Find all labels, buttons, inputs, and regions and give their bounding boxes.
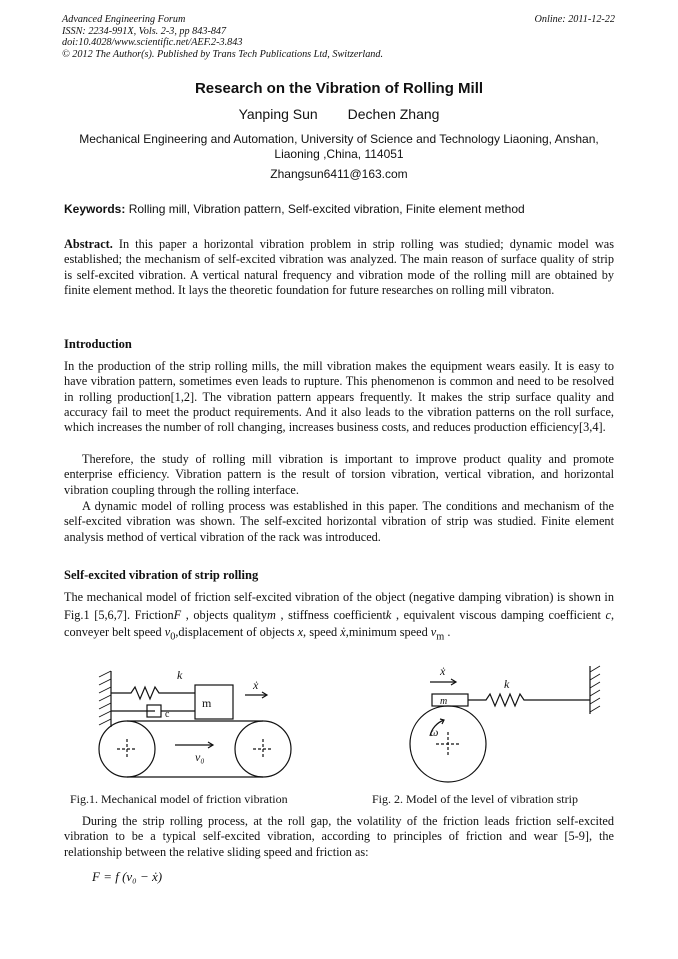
author-name: Yanping Sun bbox=[238, 106, 318, 122]
symbol-F: F bbox=[173, 607, 182, 622]
symbol-c: c bbox=[605, 607, 611, 622]
label-k: k bbox=[177, 668, 183, 682]
keywords-text: Rolling mill, Vibration pattern, Self-excited vibration, Finite element method bbox=[125, 202, 525, 216]
figure-2-strip-model bbox=[400, 662, 610, 790]
section-heading-introduction: Introduction bbox=[64, 337, 132, 351]
author-list bbox=[0, 106, 678, 122]
figure-2-caption: Fig. 2. Model of the level of vibration strip bbox=[372, 792, 578, 806]
symbol-m: m bbox=[267, 607, 276, 622]
online-date: Online: 2011-12-22 bbox=[534, 14, 615, 25]
keywords bbox=[64, 202, 614, 216]
figure-1-friction-model bbox=[95, 665, 305, 787]
author-name: Dechen Zhang bbox=[347, 106, 440, 122]
spring-k bbox=[468, 694, 590, 706]
text-run: ,displacement of objects bbox=[175, 625, 298, 639]
symbol-xdot: ẋ bbox=[340, 625, 346, 639]
subscript-0: 0 bbox=[170, 631, 176, 643]
paper-title: Research on the Vibration of Rolling Mill bbox=[194, 80, 484, 97]
wall-hatch bbox=[590, 666, 600, 712]
label-m: m bbox=[202, 696, 212, 710]
label-c: c bbox=[165, 709, 170, 720]
author-email: Zhangsun6411@163.com bbox=[270, 167, 408, 181]
text-run: ,minimum speed bbox=[345, 625, 431, 639]
page-header bbox=[62, 14, 615, 60]
intro-paragraph-1: In the production of the strip rolling mills, the mill vibration makes the equipment wears easily. It is easy to have vibration pattern, sometimes even leads to rupture. This phenomenon is common and need to be resolved in rolling production[1,2]. The vibration pattern appears frequently. It makes the strip surface quality and accuracy fail to meet the product requirements. And it also leads to the vibration patterns on the roll surface, which increases the number of roll changing, increases business costs, and reduces production efficiency[3,4]. bbox=[64, 359, 614, 435]
issn-line: ISSN: 2234-991X, Vols. 2-3, pp 843-847 bbox=[62, 25, 227, 37]
copyright-line: © 2012 The Author(s). Published by Trans Tech Publications Ltd, Switzerland. bbox=[62, 48, 384, 60]
section2-paragraph-2: During the strip rolling process, at the roll gap, the volatility of the friction leads friction self-excited vibration to be a typical self-excited vibration, according to principles of friction and wear [5-9], the relationship between the relative sliding speed and friction as: bbox=[64, 814, 614, 859]
text-run: , conveyer belt speed bbox=[64, 607, 615, 639]
intro-paragraph-2: Therefore, the study of rolling mill vibration is important to improve product quality and promote enterprise efficiency. Vibration pattern is the result of torsion vibration, vertical vibration, and horizontal vibration coupling through the rolling interface. bbox=[64, 452, 614, 497]
label-k: k bbox=[504, 677, 510, 691]
journal-name: Advanced Engineering Forum bbox=[62, 14, 186, 25]
equation-friction: F = f (v₀ − ẋ) bbox=[92, 869, 163, 884]
symbol-x: x bbox=[297, 625, 304, 639]
spring-k bbox=[111, 687, 195, 699]
abstract bbox=[64, 237, 614, 298]
section-heading-self-excited: Self-excited vibration of strip rolling bbox=[64, 568, 259, 582]
affiliation: Mechanical Engineering and Automation, University of Science and Technology Liaoning, Anshan, Liaoning ,China, 114051 bbox=[79, 132, 599, 161]
text-run: , equivalent viscous damping coefficient bbox=[391, 607, 606, 622]
mass-block bbox=[195, 685, 233, 719]
section2-paragraph-1 bbox=[64, 589, 614, 646]
doi-line: doi:10.4028/www.scientific.net/AEF.2-3.843 bbox=[62, 37, 243, 48]
text-run: , stiffness coefficient bbox=[275, 607, 386, 622]
mass-block bbox=[432, 694, 468, 706]
symbol-vm: v bbox=[430, 625, 437, 639]
symbol-k: k bbox=[385, 607, 392, 622]
label-m: m bbox=[440, 696, 448, 707]
label-omega: ω bbox=[430, 725, 439, 739]
abstract-label: Abstract. bbox=[64, 237, 113, 251]
subscript-m: m bbox=[436, 631, 445, 643]
intro-paragraph-3: A dynamic model of rolling process was established in this paper. The conditions and mechanism of the self-excited vibration was shown. The self-excited horizontal vibration of strip was studied. Finite element analysis method of vertical vibration of the rack was introduced. bbox=[64, 499, 614, 544]
label-xdot: ẋ bbox=[440, 664, 446, 678]
wall-hatch bbox=[99, 671, 111, 725]
label-v0: v₀ bbox=[195, 750, 205, 764]
text-run: . bbox=[444, 625, 451, 639]
figure-1-caption: Fig.1. Mechanical model of friction vibration bbox=[70, 792, 288, 806]
abstract-text: In this paper a horizontal vibration problem in strip rolling was studied; dynamic model was established; the mechanism of self-excited vibration was analyzed. The main reason of surface quality of strip is self-excited vibration. A vertical natural frequency and vibration mode of the rolling mill are obtained by finite element method. It lays the theoretic foundation for future researches on rolling mill vibraton. bbox=[64, 237, 614, 297]
text-run: , objects quality bbox=[181, 607, 267, 622]
text-run: The mechanical model of friction self-excited vibration of the object (negative damping vibration) is shown in Fig.1 [5,6,7]. Friction bbox=[64, 590, 614, 622]
symbol-v0: v bbox=[164, 625, 171, 639]
text-run: , speed bbox=[303, 625, 341, 639]
keywords-label: Keywords: bbox=[64, 202, 126, 216]
label-xdot: ẋ bbox=[253, 678, 259, 692]
